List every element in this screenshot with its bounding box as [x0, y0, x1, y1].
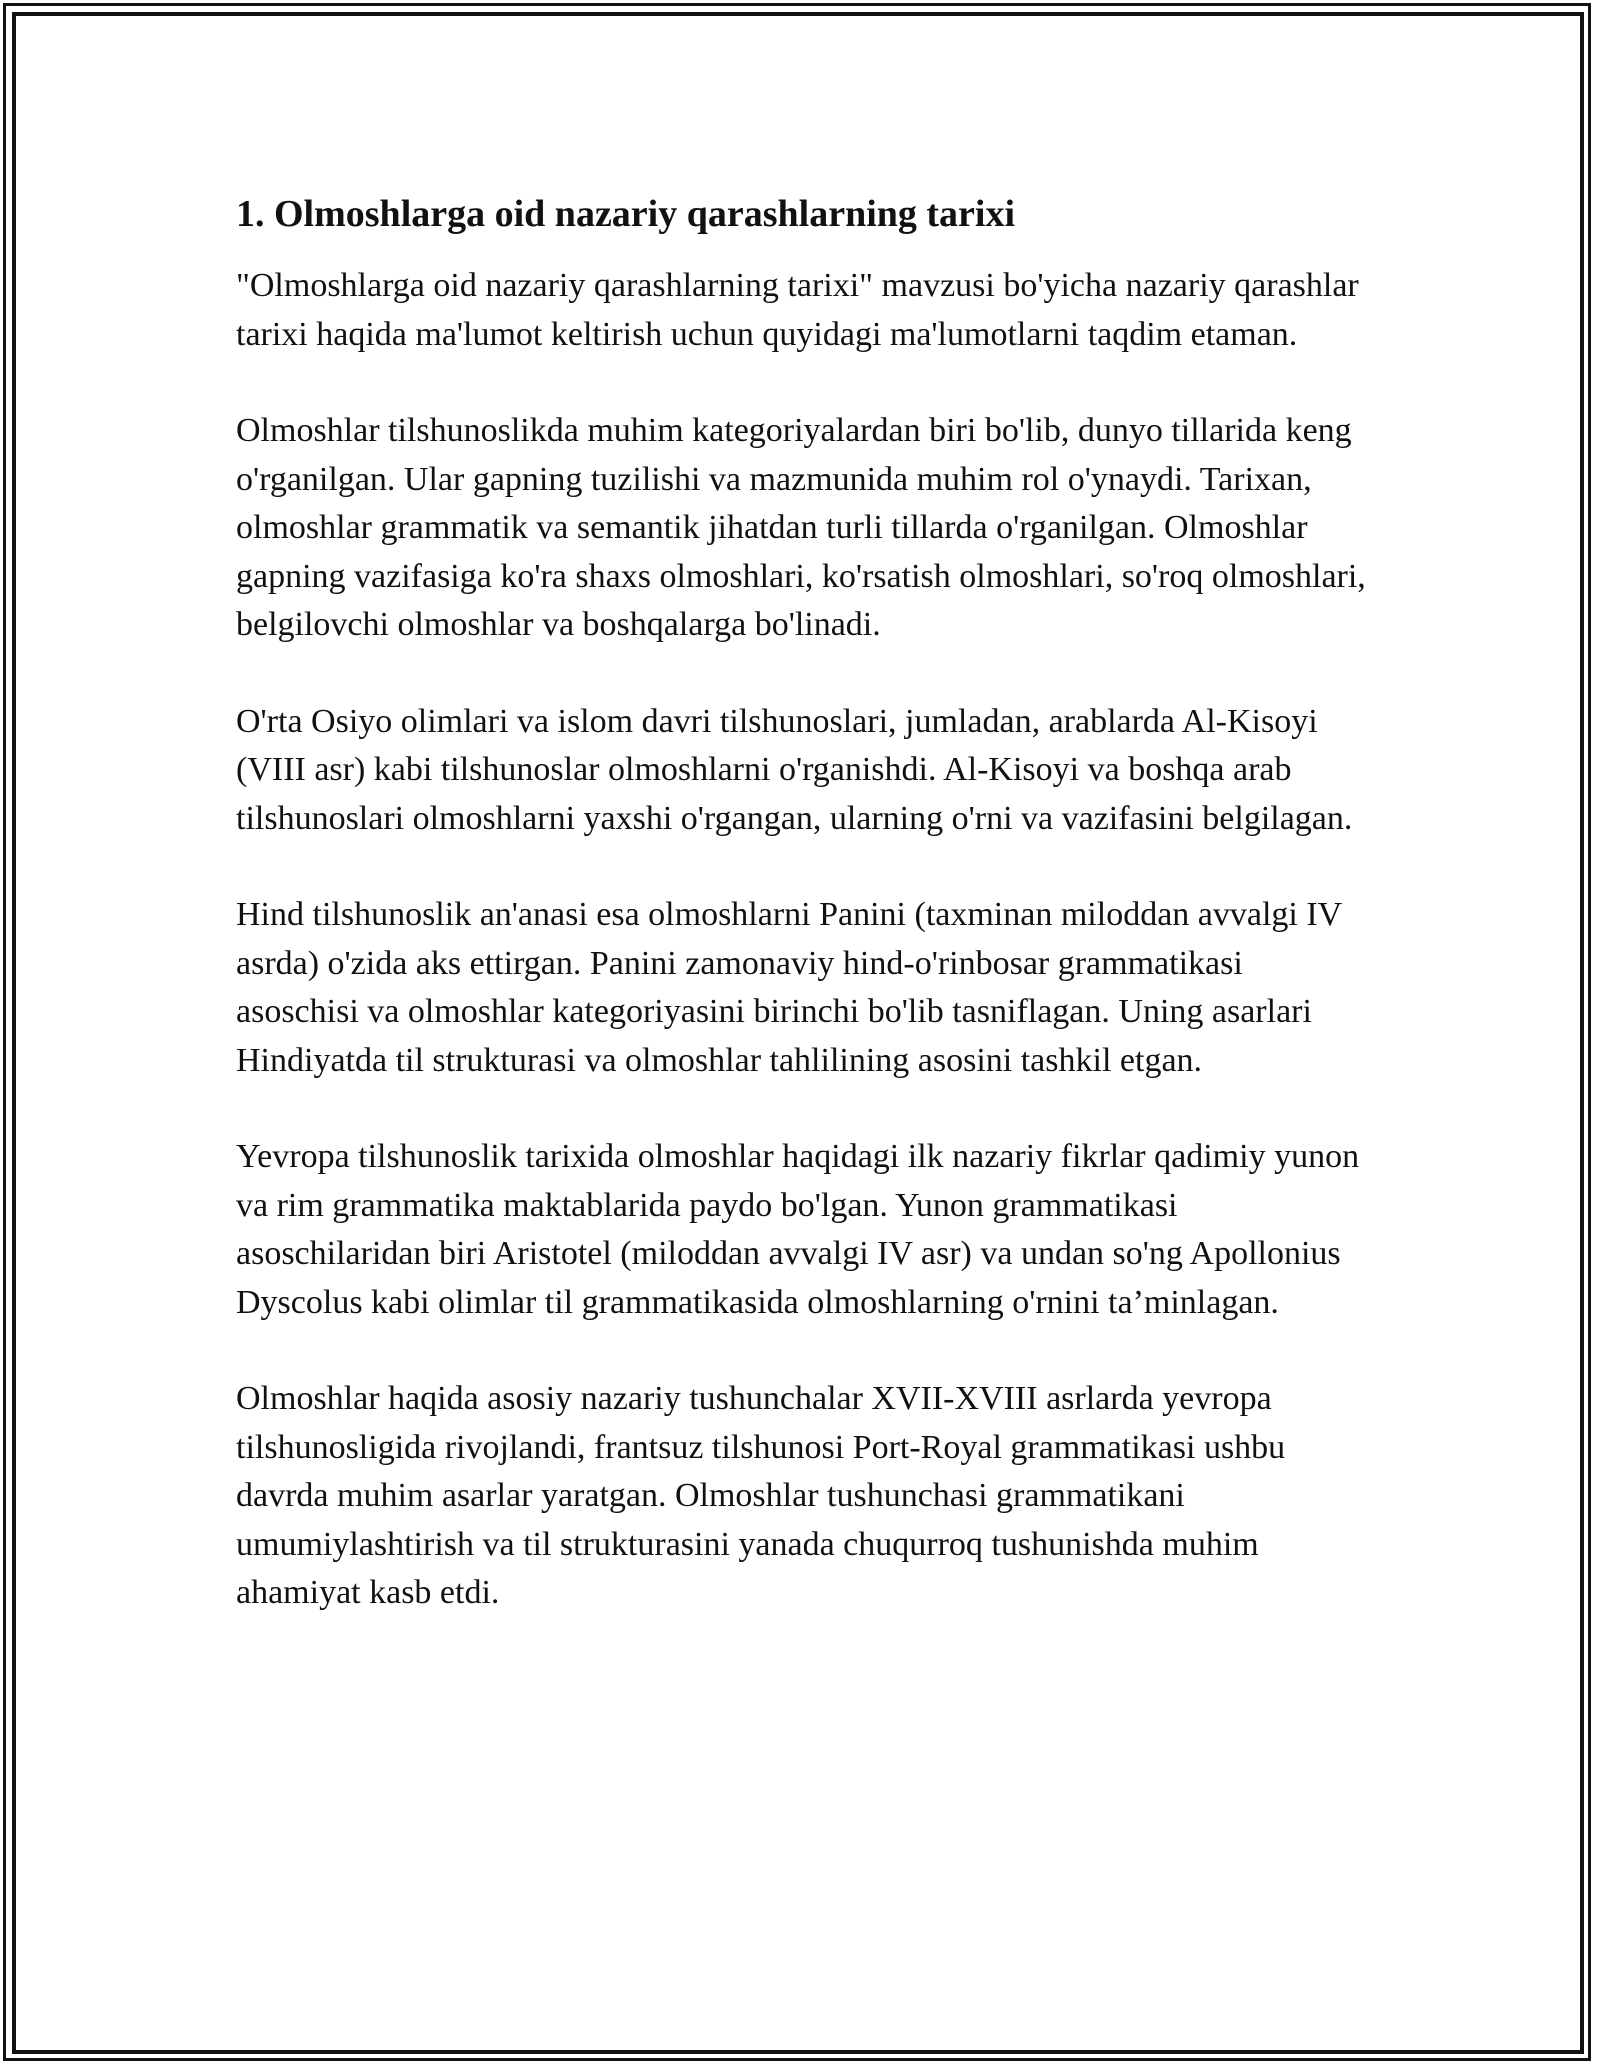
document-title: 1. Olmoshlarga oid nazariy qarashlarning tarixi [236, 193, 1016, 235]
paragraph-central-asia: O'rta Osiyo olimlari va islom davri tilshunoslari, jumladan, arablarda Al-Kisoyi (VIII asr) kabi tilshunoslar olmoshlarni o'rganishdi. Al-Kisoyi va boshqa arab tilshunoslari olmoshlarni yaxshi o'rgangan, ularning o'rni va vazifasini belgilagan. [236, 702, 1353, 837]
document-body [236, 188, 1366, 1666]
paragraph-european-history: Yevropa tilshunoslik tarixida olmoshlar haqidagi ilk nazariy fikrlar qadimiy yunon va rim grammatika maktablarida paydo bo'lgan. Yunon grammatikasi asoschilaridan biri Aristotel (miloddan avvalgi IV asr) va undan so'ng Apollonius Dyscolus kabi olimlar til grammatikasida olmoshlarning o'rnini ta’minlagan. [236, 1138, 1360, 1321]
paragraph-modern-theory: Olmoshlar haqida asosiy nazariy tushunchalar XVII-XVIII asrlarda yevropa tilshunosligida rivojlandi, frantsuz tilshunosi Port-Royal grammatikasi ushbu davrda muhim asarlar yaratgan. Olmoshlar tushunchasi grammatikani umumiylashtirish va til strukturasini yanada chuqurroq tushunishda muhim ahamiyat kasb etdi. [236, 1380, 1286, 1611]
paragraph-intro: "Olmoshlarga oid nazariy qarashlarning tarixi" mavzusi bo'yicha nazariy qarashlar tarixi haqida ma'lumot keltirish uchun quyidagi ma'lumotlarni taqdim etaman. [236, 267, 1359, 353]
paragraph-overview: Olmoshlar tilshunoslikda muhim kategoriyalardan biri bo'lib, dunyo tillarida keng o'rganilgan. Ular gapning tuzilishi va mazmunida muhim rol o'ynaydi. Tarixan, olmoshlar grammatik va semantik jihatdan turli tillarda o'rganilgan. Olmoshlar gapning vazifasiga ko'ra shaxs olmoshlari, ko'rsatish olmoshlari, so'roq olmoshlari, belgilovchi olmoshlar va boshqalarga bo'linadi. [236, 412, 1366, 643]
paragraph-indian-tradition: Hind tilshunoslik an'anasi esa olmoshlarni Panini (taxminan miloddan avvalgi IV asrda) o'zida aks ettirgan. Panini zamonaviy hind-o'rinbosar grammatikasi asoschisi va olmoshlar kategoriyasini birinchi bo'lib tasniflagan. Uning asarlari Hindiyatda til strukturasi va olmoshlar tahlilining asosini tashkil etgan. [236, 896, 1342, 1079]
